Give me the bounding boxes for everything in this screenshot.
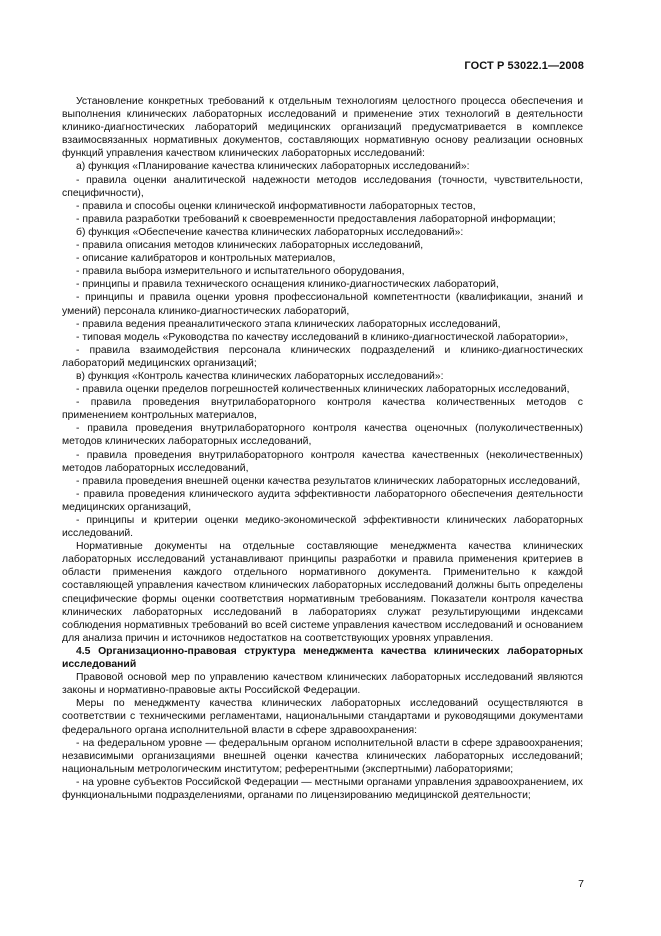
paragraph: Правовой основой мер по управлению качеством клинических лабораторных исследований являются законы и нормативно-правовые акты Российской Федерации. bbox=[62, 672, 583, 697]
list-item: - принципы и правила технического оснащения клинико-диагностических лабораторий, bbox=[76, 279, 499, 291]
section-heading: 4.5 Организационно-правовая структура менеджмента качества клинических лабораторных исследований bbox=[62, 645, 583, 671]
document-header: ГОСТ Р 53022.1—2008 bbox=[464, 60, 584, 72]
list-item: - на федеральном уровне — федеральным органом исполнительной власти в сфере здравоохранения; независимыми организациями внешней оценки качества клинических лабораторных исследований; национальным метрологическим институтом; референтными (экспертными) лабораториями; bbox=[62, 737, 583, 775]
list-item: - описание калибраторов и контрольных материалов, bbox=[76, 253, 336, 265]
list-item: - правила взаимодействия персонала клинических подразделений и клинико-диагностических лабораторий медицинских организаций; bbox=[62, 344, 583, 369]
list-heading: в) функция «Контроль качества клинических лабораторных исследований»: bbox=[76, 370, 444, 382]
paragraph: Меры по менеджменту качества клинических лабораторных исследований осуществляются в соответствии с техническими регламентами, национальными стандартами и руководящими документами федерального органа исполнительной власти в сфере здравоохранения: bbox=[62, 698, 583, 736]
list-item: - на уровне субъектов Российской Федерации — местными органами управления здравоохранением, их функциональными подразделениями, органами по лицензированию медицинской деятельности; bbox=[62, 776, 583, 801]
list-item: - типовая модель «Руководства по качеству исследований в клинико-диагностической лаборатории», bbox=[76, 331, 569, 343]
list-heading: б) функция «Обеспечение качества клинических лабораторных исследований»: bbox=[76, 226, 464, 238]
paragraph: Установление конкретных требований к отдельным технологиям целостного процесса обеспечения и выполнения клинических лабораторных исследований и применение этих технологий в деятельности клинико-диагностических лабораторий медицинских организаций предусматривается в комплексе взаимосвязанных нормативных документов, составляющих нормативную основу реализации основных функций управления качеством клинических лабораторных исследований: bbox=[62, 96, 583, 160]
list-item: - правила оценки аналитической надежности методов исследования (точности, чувствительности, специфичности), bbox=[62, 174, 583, 199]
list-item: - правила проведения внутрилабораторного контроля качества количественных методов с применением контрольных материалов, bbox=[62, 397, 583, 422]
list-item: - принципы и критерии оценки медико-экономической эффективности клинических лабораторных исследований. bbox=[62, 515, 583, 540]
list-heading: а) функция «Планирование качества клинических лабораторных исследований»: bbox=[76, 161, 470, 173]
list-item: - правила разработки требований к своевременности предоставления лабораторной информации; bbox=[76, 213, 556, 225]
list-item: - правила оценки пределов погрешностей количественных клинических лабораторных исследований, bbox=[76, 384, 570, 396]
list-item: - правила проведения клинического аудита эффективности лабораторного обеспечения деятельности медицинских организаций, bbox=[62, 488, 583, 513]
list-item: - правила выбора измерительного и испытательного оборудования, bbox=[76, 266, 405, 278]
list-item: - правила проведения внутрилабораторного контроля качества оценочных (полуколичественных) методов клинических лабораторных исследований, bbox=[62, 423, 583, 448]
list-item: - правила проведения внутрилабораторного контроля качества качественных (неколичественных) методов лабораторных исследований, bbox=[62, 449, 583, 474]
list-item: - правила и способы оценки клинической информативности лабораторных тестов, bbox=[76, 200, 476, 212]
list-item: - правила проведения внешней оценки качества результатов клинических лабораторных исследований, bbox=[76, 475, 581, 487]
page-number: 7 bbox=[578, 878, 584, 890]
paragraph: Нормативные документы на отдельные составляющие менеджмента качества клинических лабораторных исследований устанавливают принципы разработки и правила применения критериев в области применения каждого отдельного нормативного документа. Применительно к каждой составляющей управления качеством клинических лабораторных исследований должны быть определены специфические формы оценки соответствия нормативным требованиям. Показатели контроля качества клинических лабораторных исследований в лабораториях служат результирующими индексами соблюдения нормативных требований во всей системе управления качеством исследований и основанием для анализа причин и источников недостатков на соответствующих уровнях управления. bbox=[62, 541, 583, 644]
list-item: - правила описания методов клинических лабораторных исследований, bbox=[76, 240, 424, 252]
list-item: - правила ведения преаналитического этапа клинических лабораторных исследований, bbox=[76, 318, 501, 330]
body-text bbox=[62, 95, 583, 802]
list-item: - принципы и правила оценки уровня профессиональной компетентности (квалификации, знаний и умений) персонала клинико-диагностических лабораторий, bbox=[62, 292, 583, 317]
